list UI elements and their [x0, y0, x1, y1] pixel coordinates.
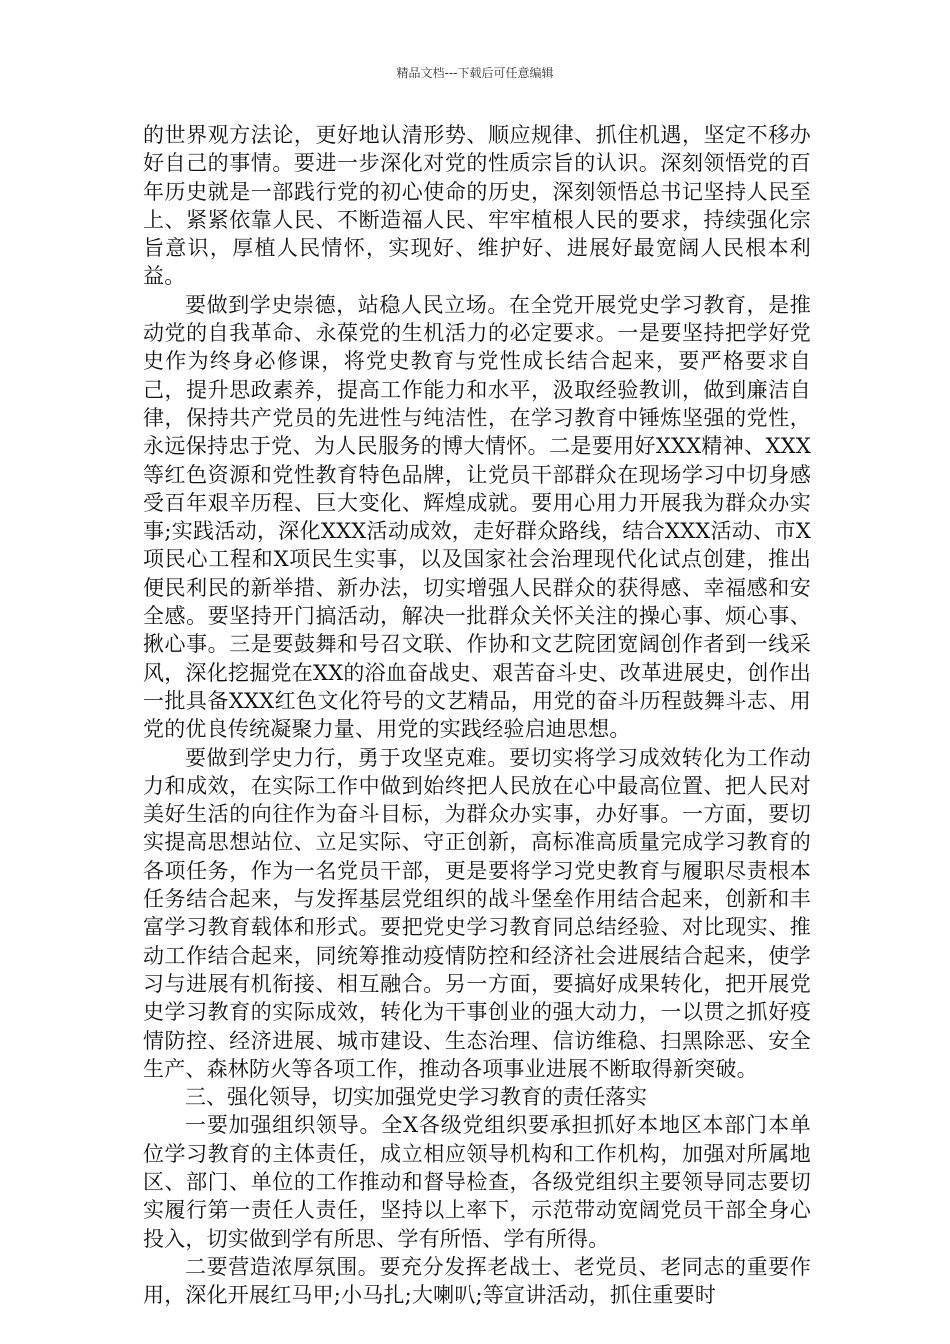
paragraph-4: 一要加强组织领导。全X各级党组织要承担抓好本地区本部门本单位学习教育的主体责任，成立相应领导机构和工作机构，加强对所属地区、部门、单位的工作推动和督导检查，各级党组织主要领导同志要切实履行第一责任人责任，坚持以上率下，示范带动宽阔党员干部全身心投入，切实做到学有所思、学有所悟、学有所得。 [143, 1113, 811, 1251]
paragraph-2: 要做到学史崇德，站稳人民立场。在全党开展党史学习教育，是推动党的自我革命、永葆党的生机活力的必定要求。一是要坚持把学好党史作为终身必修课，将党史教育与党性成长结合起来，要严格要求自己，提升思政素养，提高工作能力和水平，汲取经验教训，做到廉洁自律，保持共产党员的先进性与纯洁性，在学习教育中锤炼坚强的党性，永远保持忠于党、为人民服务的博大情怀。二是要用好XXX精神、XXX等红色资源和党性教育特色品牌，让党员干部群众在现场学习中切身感受百年艰辛历程、巨大变化、辉煌成就。要用心用力开展我为群众办实事;实践活动，深化XXX活动成效，走好群众路线，结合XXX活动、市X项民心工程和X项民生实事，以及国家社会治理现代化试点创建，推出便民利民的新举措、新办法，切实增强人民群众的获得感、幸福感和安全感。要坚持开门搞活动，解决一批群众关怀关注的操心事、烦心事、揪心事。三是要鼓舞和号召文联、作协和文艺院团宽阔创作者到一线采风，深化挖掘党在XX的浴血奋战史、艰苦奋斗史、改革进展史，创作出一批具备XXX红色文化符号的文艺精品，用党的奋斗历程鼓舞斗志、用党的优良传统凝聚力量、用党的实践经验启迪思想。 [143, 292, 811, 742]
section-heading-3: 三、强化领导，切实加强党史学习教育的责任落实 [185, 1085, 647, 1110]
paragraph-3: 要做到学史力行，勇于攻坚克难。要切实将学习成效转化为工作动力和成效，在实际工作中做到始终把人民放在心中最高位置、把人民对美好生活的向往作为奋斗目标，为群众办实事，办好事。一方面，要切实提高思想站位、立足实际、守正创新，高标准高质量完成学习教育的各项任务，作为一名党员干部，更是要将学习党史教育与履职尽责根本任务结合起来，与发挥基层党组织的战斗堡垒作用结合起来，创新和丰富学习教育载体和形式。要把党史学习教育同总结经验、对比现实、推动工作结合起来，同统筹推动疫情防控和经济社会进展结合起来，使学习与进展有机衔接、相互融合。另一方面，要搞好成果转化，把开展党史学习教育的实际成效，转化为干事创业的强大动力，一以贯之抓好疫情防控、经济进展、城市建设、生态治理、信访维稳、扫黑除恶、安全生产、森林防火等各项工作，推动各项事业进展不断取得新突破。 [143, 745, 811, 1081]
paragraph-1: 的世界观方法论，更好地认清形势、顺应规律、抓住机遇，坚定不移办好自己的事情。要进一步深化对党的性质宗旨的认识。深刻领悟党的百年历史就是一部践行党的初心使命的历史，深刻领悟总书记坚持人民至上、紧紧依靠人民、不断造福人民、牢牢植根人民的要求，持续强化宗旨意识，厚植人民情怀，实现好、维护好、进展好最宽阔人民根本利益。 [143, 123, 811, 289]
document-body [143, 121, 811, 1309]
paragraph-5: 二要营造浓厚氛围。要充分发挥老战士、老党员、老同志的重要作用，深化开展红马甲;小马扎;大喇叭;等宣讲活动，抓住重要时 [143, 1254, 811, 1308]
page-header: 精品文档---下载后可任意编辑 [396, 66, 554, 80]
